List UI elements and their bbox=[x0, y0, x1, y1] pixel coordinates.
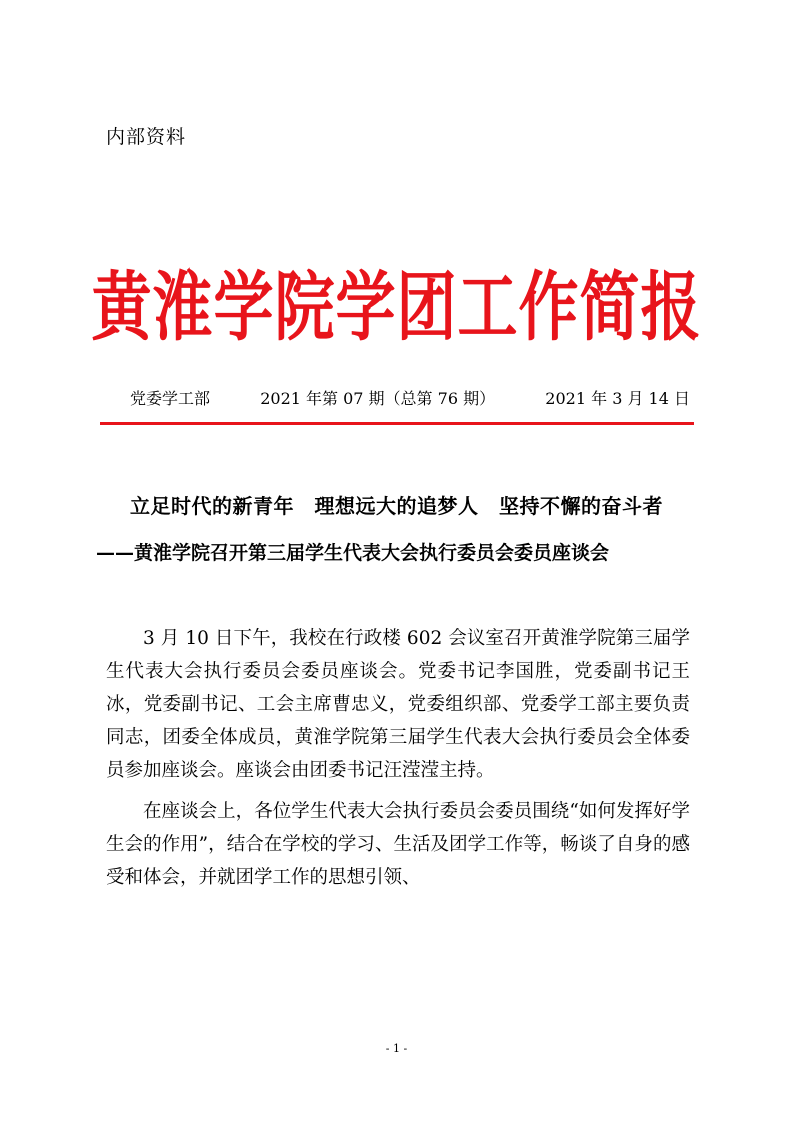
body-paragraph: 3 月 10 日下午，我校在行政楼 602 会议室召开黄淮学院第三届学生代表大会执行委员会委员座谈会。党委书记李国胜，党委副书记王冰，党委副书记、工会主席曹忠义，党委组织部、党委学工部主要负责同志，团委全体成员，黄淮学院第三届学生代表大会执行委员会全体委员参加座谈会。座谈会由团委书记汪滢滢主持。 bbox=[106, 628, 690, 781]
body-paragraph: 在座谈会上，各位学生代表大会执行委员会委员围绕“如何发挥好学生会的作用”，结合在学校的学习、生活及团学工作等，畅谈了自身的感受和体会，并就团学工作的思想引领、 bbox=[106, 801, 690, 888]
article-body bbox=[106, 622, 690, 902]
page-number: - 1 - bbox=[385, 1042, 408, 1055]
internal-document-label: 内部资料 bbox=[106, 126, 187, 148]
issue-info-line bbox=[130, 386, 690, 409]
issue-date: 2021 年 3 月 14 日 bbox=[545, 389, 690, 408]
article-title: 立足时代的新青年 理想远大的追梦人 坚持不懈的奋斗者 bbox=[130, 494, 663, 518]
masthead-title: 黄淮学院学团工作简报 bbox=[91, 264, 702, 352]
header-divider bbox=[100, 422, 694, 425]
issue-number: 2021 年第 07 期（总第 76 期） bbox=[260, 389, 496, 408]
article-subtitle: ——黄淮学院召开第三届学生代表大会执行委员会委员座谈会 bbox=[96, 542, 610, 564]
department-name: 党委学工部 bbox=[130, 389, 211, 408]
